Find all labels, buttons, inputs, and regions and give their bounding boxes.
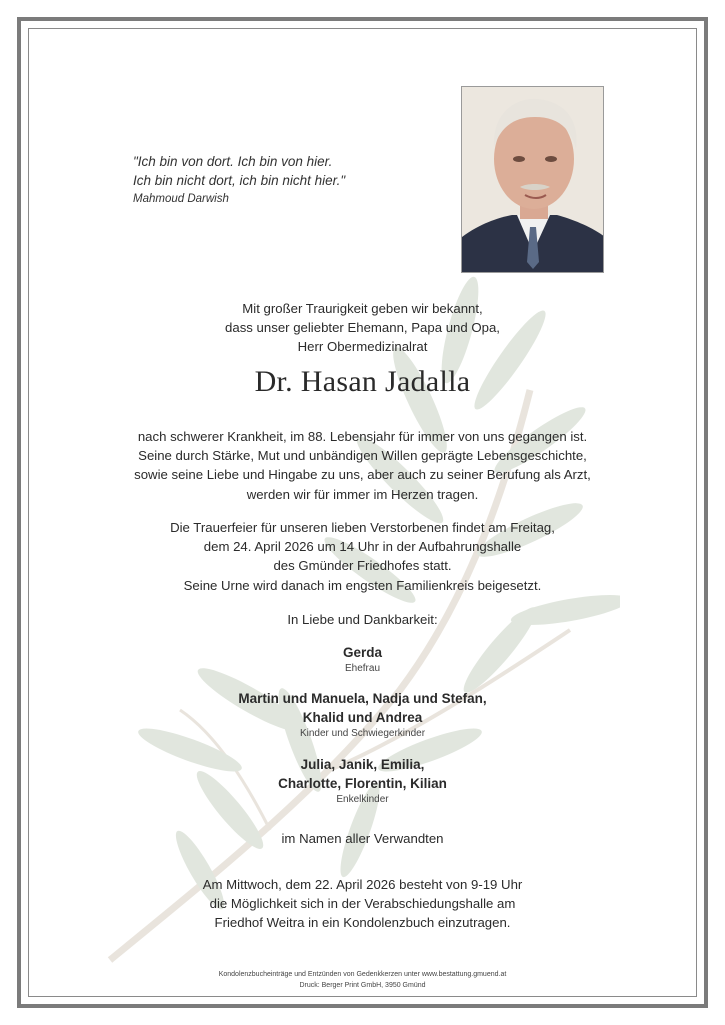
grandchildren-block [100, 755, 625, 807]
intro-line: Herr Obermedizinalrat [297, 339, 428, 355]
condolence-block [100, 875, 625, 933]
body-line: Seine durch Stärke, Mut und unbändigen Willen geprägte Lebensgeschichte, [138, 448, 587, 464]
quote-line: "Ich bin von dort. Ich bin von hier. [133, 154, 333, 169]
footer [100, 969, 625, 991]
footer-line: Druck: Berger Print GmbH, 3950 Gmünd [299, 982, 426, 989]
deceased-name: Dr. Hasan Jadalla [254, 365, 471, 398]
body-block [100, 427, 625, 504]
ceremony-line: dem 24. April 2026 um 14 Uhr in der Aufbahrungshalle [203, 539, 522, 555]
footer-line: Kondolenzbucheinträge und Entzünden von Gedenkkerzen unter www.bestattung.gmuend.at [218, 971, 507, 978]
condolence-line: Am Mittwoch, dem 22. April 2026 besteht von 9-19 Uhr [202, 877, 523, 892]
grandchildren-relation: Enkelkinder [336, 794, 389, 806]
body-line: nach schwerer Krankheit, im 88. Lebensjahr für immer von uns gegangen ist. [137, 429, 588, 444]
children-names: Khalid und Andrea [302, 710, 423, 726]
quote-line: Ich bin nicht dort, ich bin nicht hier." [133, 173, 346, 188]
condolence-line: Friedhof Weitra in ein Kondolenzbuch einzutragen. [214, 915, 511, 931]
intro-line: Mit großer Traurigkeit geben wir bekannt, [242, 301, 483, 316]
children-block [100, 689, 625, 741]
ceremony-line: des Gmünder Friedhofes statt. [273, 558, 452, 574]
body-line: werden wir für immer im Herzen tragen. [246, 486, 479, 502]
intro-line: dass unser geliebter Ehemann, Papa und Opa, [225, 320, 500, 336]
condolence-line: die Möglichkeit sich in der Verabschiedungshalle am [209, 896, 516, 912]
relatives-line: im Namen aller Verwandten [281, 831, 444, 846]
gratitude-line: In Liebe und Dankbarkeit: [287, 612, 438, 627]
wife-relation: Ehefrau [344, 663, 381, 675]
grandchildren-names: Charlotte, Florentin, Kilian [278, 776, 447, 792]
intro-block [100, 299, 625, 357]
children-relation: Kinder und Schwiegerkinder [299, 728, 426, 740]
grandchildren-names: Julia, Janik, Emilia, [300, 757, 425, 772]
ceremony-line: Seine Urne wird danach im engsten Familienkreis beigesetzt. [183, 577, 542, 593]
portrait-photo [461, 86, 604, 273]
ceremony-line: Die Trauerfeier für unseren lieben Verstorbenen findet am Freitag, [170, 520, 555, 535]
quote-block [133, 152, 345, 209]
wife-block [100, 643, 625, 676]
quote-author: Mahmoud Darwish [133, 193, 229, 205]
ceremony-block [100, 518, 625, 595]
wife-name: Gerda [342, 645, 383, 660]
body-line: sowie seine Liebe und Hingabe zu uns, aber auch zu seiner Berufung als Arzt, [134, 467, 591, 483]
children-names: Martin und Manuela, Nadja und Stefan, [238, 691, 487, 706]
